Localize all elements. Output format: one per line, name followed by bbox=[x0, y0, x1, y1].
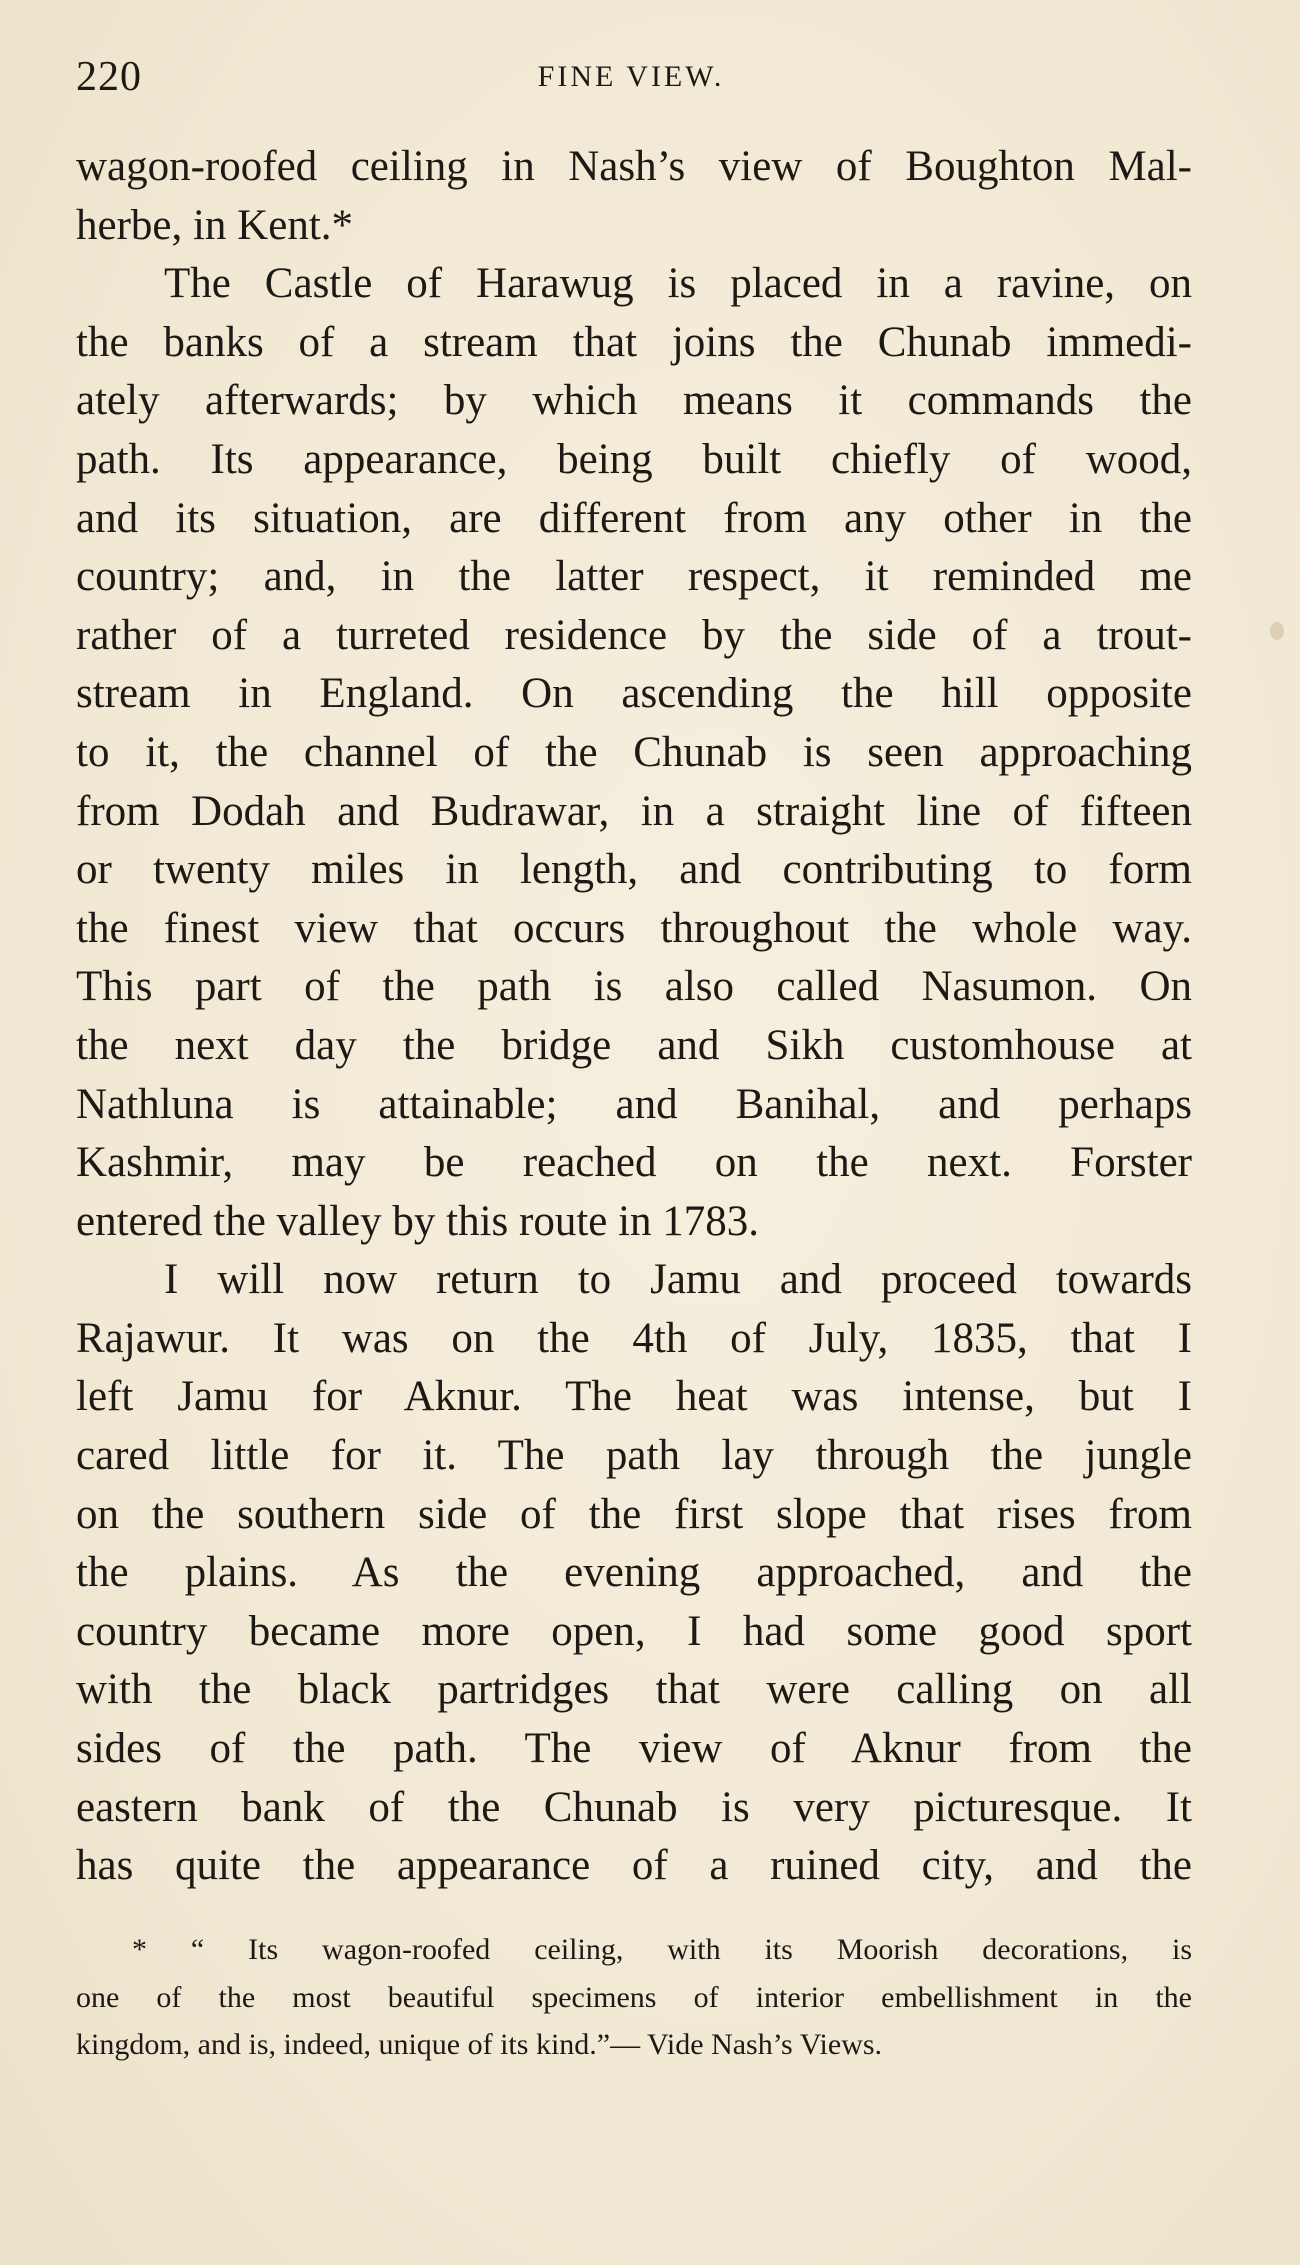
footnote bbox=[76, 1926, 1192, 2069]
text-line: wagon-roofed ceiling in Nash’s view of Boughton Mal- bbox=[76, 143, 1192, 190]
text-line: the plains. As the evening approached, and the bbox=[76, 1549, 1192, 1597]
text-line: left Jamu for Aknur. The heat was intense, but I bbox=[76, 1373, 1192, 1421]
footnote-line: kingdom, and is, indeed, unique of its kind.”— Vide Nash’s Views. bbox=[76, 2028, 883, 2061]
text-line: the banks of a stream that joins the Chunab immedi- bbox=[76, 318, 1192, 366]
text-line: on the southern side of the first slope that rises from bbox=[76, 1490, 1192, 1538]
text-line: Nathluna is attainable; and Banihal, and perhaps bbox=[76, 1080, 1192, 1128]
footnote-line: * “ Its wagon-roofed ceiling, with its Moorish decorations, is bbox=[132, 1933, 1192, 1966]
text-line: entered the valley by this route in 1783. bbox=[76, 1197, 760, 1245]
page-number: 220 bbox=[76, 54, 142, 100]
text-line: ately afterwards; by which means it commands the bbox=[76, 377, 1192, 425]
text-line: rather of a turreted residence by the side of a trout- bbox=[76, 611, 1192, 659]
body-text bbox=[76, 138, 1192, 1896]
text-line: to it, the channel of the Chunab is seen approaching bbox=[76, 728, 1192, 776]
text-line: country became more open, I had some good sport bbox=[76, 1607, 1192, 1655]
text-line: This part of the path is also called Nasumon. On bbox=[76, 963, 1192, 1011]
text-line: stream in England. On ascending the hill opposite bbox=[76, 670, 1192, 718]
text-line: herbe, in Kent.* bbox=[76, 201, 354, 249]
text-line: and its situation, are different from any other in the bbox=[76, 494, 1192, 542]
running-title: FINE VIEW. bbox=[537, 60, 725, 93]
text-line: sides of the path. The view of Aknur from the bbox=[76, 1725, 1192, 1773]
text-line: Kashmir, may be reached on the next. Forster bbox=[76, 1139, 1192, 1187]
text-line: country; and, in the latter respect, it reminded me bbox=[76, 553, 1192, 601]
paper-spot bbox=[1270, 622, 1284, 640]
text-line: the finest view that occurs throughout the whole way. bbox=[76, 904, 1192, 952]
text-line: Rajawur. It was on the 4th of July, 1835, that I bbox=[76, 1314, 1192, 1362]
text-line: or twenty miles in length, and contributing to form bbox=[76, 846, 1192, 894]
text-line: the next day the bridge and Sikh customhouse at bbox=[76, 1021, 1192, 1069]
text-line: from Dodah and Budrawar, in a straight line of fifteen bbox=[76, 787, 1192, 835]
text-line: has quite the appearance of a ruined city, and the bbox=[76, 1842, 1192, 1890]
text-line: I will now return to Jamu and proceed towards bbox=[164, 1256, 1192, 1304]
footnote-line: one of the most beautiful specimens of interior embellishment in the bbox=[76, 1980, 1192, 2014]
text-line: path. Its appearance, being built chiefly of wood, bbox=[76, 435, 1192, 483]
text-line: cared little for it. The path lay through the jungle bbox=[76, 1432, 1192, 1480]
running-header bbox=[76, 52, 1186, 102]
text-line: with the black partridges that were calling on all bbox=[76, 1666, 1192, 1714]
text-line: eastern bank of the Chunab is very picturesque. It bbox=[76, 1783, 1192, 1831]
text-line: The Castle of Harawug is placed in a ravine, on bbox=[164, 260, 1192, 308]
